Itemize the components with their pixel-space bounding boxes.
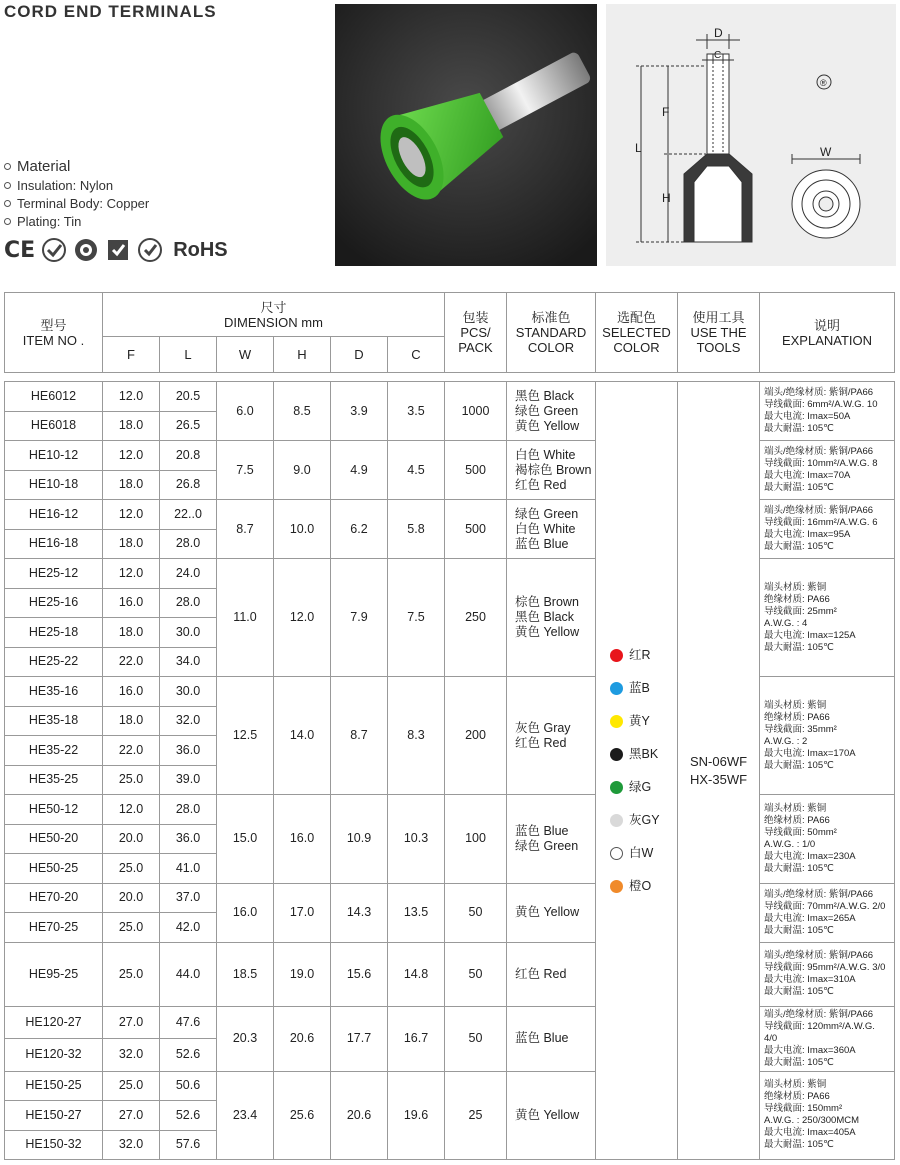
explanation-line: 导线截面: 35mm²	[764, 723, 837, 735]
label-h: H	[662, 191, 671, 205]
dim-h: 9.0	[274, 441, 331, 500]
explanation-line: 最大耐温: 105℃	[764, 862, 834, 874]
item-no: HE50-20	[5, 824, 103, 854]
standard-color: 红色 Red	[515, 477, 567, 492]
standard-color: 黑色 Black	[515, 610, 575, 624]
item-no: HE25-16	[5, 588, 103, 618]
material-list	[4, 156, 149, 230]
dim-pack: 1000	[445, 382, 507, 441]
tool-name: SN-06WF	[689, 753, 748, 769]
dim-l: 44.0	[160, 942, 217, 1006]
dim-f: 18.0	[103, 529, 160, 559]
item-no: HE150-32	[5, 1130, 103, 1160]
dim-f: 12.0	[103, 559, 160, 589]
selected-color-option	[610, 738, 677, 771]
header-dimension: 尺寸 DIMENSION mm	[103, 293, 445, 337]
color-swatch-icon	[610, 649, 623, 662]
item-no: HE16-18	[5, 529, 103, 559]
standard-color: 棕色 Brown	[515, 595, 579, 609]
standard-color: 绿色 Green	[515, 838, 579, 853]
explanation	[760, 795, 895, 884]
explanation-line: 端头材质: 紫铜	[764, 1079, 827, 1091]
standard-color: 灰色 Gray	[515, 720, 571, 735]
item-no: HE150-27	[5, 1101, 103, 1131]
explanation	[760, 441, 895, 500]
header-c: C	[388, 337, 445, 373]
explanation-line: 导线截面: 70mm²/A.W.G. 2/0	[764, 900, 886, 912]
explanation-line: 端头/绝缘材质: 紫铜/PA66	[764, 1008, 874, 1020]
item-no: HE70-20	[5, 883, 103, 913]
item-no: HE35-22	[5, 736, 103, 766]
selected-color-option	[610, 672, 677, 705]
standard-colors	[507, 677, 596, 795]
selected-color-option	[610, 870, 677, 903]
label-f: F	[662, 105, 670, 119]
product-photo	[335, 4, 597, 266]
dim-d: 4.9	[331, 441, 388, 500]
standard-color: 白色 White	[515, 521, 576, 536]
standard-color: 红色 Red	[515, 735, 567, 750]
dim-f: 12.0	[103, 441, 160, 471]
dim-f: 16.0	[103, 677, 160, 707]
selected-color-label: 灰GY	[629, 812, 660, 827]
selected-color-option	[610, 804, 677, 837]
standard-color: 白色 White	[515, 447, 576, 462]
dim-l: 28.0	[160, 529, 217, 559]
table-row	[5, 1006, 895, 1039]
explanation-line: A.W.G. : 2	[764, 735, 808, 747]
explanation	[760, 1006, 895, 1071]
standard-color: 褐棕色 Brown	[515, 462, 592, 477]
dim-h: 12.0	[274, 559, 331, 677]
standard-colors	[507, 441, 596, 500]
standard-colors	[507, 795, 596, 884]
selected-color-label: 蓝B	[629, 680, 650, 695]
dim-l: 22..0	[160, 500, 217, 530]
dim-w: 15.0	[217, 795, 274, 884]
dim-l: 52.6	[160, 1039, 217, 1072]
dim-c: 8.3	[388, 677, 445, 795]
label-c: C	[714, 50, 722, 61]
dim-c: 5.8	[388, 500, 445, 559]
dim-h: 16.0	[274, 795, 331, 884]
explanation-line: 最大耐温: 105℃	[764, 986, 834, 997]
explanation-line: 最大耐温: 105℃	[764, 482, 834, 493]
standard-colors	[507, 382, 596, 441]
header-explanation: 说明 EXPLANATION	[760, 293, 895, 373]
dim-l: 30.0	[160, 618, 217, 648]
standard-color: 黄色 Yellow	[515, 625, 580, 639]
color-swatch-icon	[610, 781, 623, 794]
standard-color: 黑色 Black	[515, 388, 575, 403]
dim-h: 14.0	[274, 677, 331, 795]
item-no: HE25-12	[5, 559, 103, 589]
explanation-line: 导线截面: 50mm²	[764, 826, 837, 838]
explanation-line: 导线截面: 120mm²/A.W.G. 4/0	[764, 1020, 875, 1044]
selected-color-option	[610, 771, 677, 804]
selected-color-label: 黄Y	[629, 713, 650, 728]
explanation-line: 端头材质: 紫铜	[764, 699, 827, 711]
dim-f: 22.0	[103, 736, 160, 766]
dim-c: 13.5	[388, 883, 445, 942]
dim-pack: 25	[445, 1071, 507, 1160]
selected-color-label: 白W	[629, 845, 654, 860]
dim-h: 17.0	[274, 883, 331, 942]
dim-h: 10.0	[274, 500, 331, 559]
explanation-line: 端头/绝缘材质: 紫铜/PA66	[764, 387, 874, 398]
dim-l: 34.0	[160, 647, 217, 677]
dim-l: 20.8	[160, 441, 217, 471]
header-h: H	[274, 337, 331, 373]
dim-l: 26.5	[160, 411, 217, 441]
color-swatch-icon	[610, 748, 623, 761]
item-no: HE50-12	[5, 795, 103, 825]
table-row	[5, 795, 895, 825]
dim-l: 39.0	[160, 765, 217, 795]
dim-h: 19.0	[274, 942, 331, 1006]
explanation	[760, 677, 895, 795]
explanation-line: 绝缘材质: PA66	[764, 814, 830, 826]
explanation-line: 端头/绝缘材质: 紫铜/PA66	[764, 505, 874, 516]
dim-d: 7.9	[331, 559, 388, 677]
selected-color-label: 红R	[629, 647, 651, 662]
item-no: HE150-25	[5, 1071, 103, 1101]
dimension-drawing	[606, 4, 896, 266]
dim-pack: 50	[445, 1006, 507, 1071]
dim-l: 52.6	[160, 1101, 217, 1131]
dim-l: 28.0	[160, 795, 217, 825]
explanation-line: 绝缘材质: PA66	[764, 711, 830, 723]
explanation-line: 最大电流: Imax=405A	[764, 1127, 856, 1139]
item-no: HE50-25	[5, 854, 103, 884]
dim-f: 12.0	[103, 500, 160, 530]
header-w: W	[217, 337, 274, 373]
dim-f: 25.0	[103, 913, 160, 943]
material-item: Insulation: Nylon	[4, 176, 149, 194]
dim-pack: 500	[445, 500, 507, 559]
header-pack: 包装 PCS/ PACK	[445, 293, 507, 373]
color-swatch-icon	[610, 814, 623, 827]
explanation-line: 端头/绝缘材质: 紫铜/PA66	[764, 950, 874, 961]
item-no: HE25-22	[5, 647, 103, 677]
dim-f: 25.0	[103, 942, 160, 1006]
dim-pack: 250	[445, 559, 507, 677]
dim-l: 36.0	[160, 824, 217, 854]
standard-color: 红色 Red	[515, 966, 567, 981]
rohs-mark: RoHS	[173, 238, 228, 261]
table-row	[5, 883, 895, 913]
dim-d: 20.6	[331, 1071, 388, 1160]
dim-c: 14.8	[388, 942, 445, 1006]
explanation-line: 最大耐温: 105℃	[764, 924, 834, 936]
sgs-cert-icon	[137, 237, 163, 263]
explanation-line: 最大耐温: 105℃	[764, 1139, 834, 1151]
explanation	[760, 1071, 895, 1160]
header-tools: 使用工具 USE THE TOOLS	[678, 293, 760, 373]
dim-w: 16.0	[217, 883, 274, 942]
dim-l: 26.8	[160, 470, 217, 500]
explanation-line: 最大电流: Imax=360A	[764, 1044, 856, 1056]
dim-l: 42.0	[160, 913, 217, 943]
material-item: Terminal Body: Copper	[4, 194, 149, 212]
explanation-line: 绝缘材质: PA66	[764, 593, 830, 605]
bullet-icon	[4, 200, 11, 207]
item-no: HE35-16	[5, 677, 103, 707]
dim-c: 3.5	[388, 382, 445, 441]
header-f: F	[103, 337, 160, 373]
tools-cell	[678, 382, 760, 1160]
dim-d: 10.9	[331, 795, 388, 884]
selected-color-label: 橙O	[629, 878, 652, 893]
dim-l: 28.0	[160, 588, 217, 618]
header-selected-color: 选配色 SELECTED COLOR	[596, 293, 678, 373]
table-row	[5, 1071, 895, 1101]
dim-l: 37.0	[160, 883, 217, 913]
explanation-line: 最大耐温: 105℃	[764, 641, 834, 653]
item-no: HE95-25	[5, 942, 103, 1006]
item-no: HE16-12	[5, 500, 103, 530]
tool-name: HX-35WF	[689, 771, 748, 787]
page-title: CORD END TERMINALS	[4, 2, 217, 21]
dim-c: 19.6	[388, 1071, 445, 1160]
dim-pack: 50	[445, 942, 507, 1006]
explanation-line: 端头材质: 紫铜	[764, 581, 827, 593]
ferrule-illustration	[335, 4, 597, 266]
dim-l: 57.6	[160, 1130, 217, 1160]
explanation-line: 最大电流: Imax=50A	[764, 411, 851, 422]
table-gap	[5, 373, 895, 382]
check-cert-icon	[41, 237, 67, 263]
explanation-line: 最大耐温: 105℃	[764, 1056, 834, 1068]
item-no: HE10-18	[5, 470, 103, 500]
table-row	[5, 500, 895, 530]
dim-l: 41.0	[160, 854, 217, 884]
dim-l: 24.0	[160, 559, 217, 589]
certifications	[4, 236, 228, 264]
explanation	[760, 382, 895, 441]
standard-color: 黄色 Yellow	[515, 418, 580, 433]
explanation-line: 最大电流: Imax=265A	[764, 912, 856, 924]
table-row	[5, 942, 895, 1006]
standard-colors	[507, 942, 596, 1006]
item-no: HE120-32	[5, 1039, 103, 1072]
dim-w: 8.7	[217, 500, 274, 559]
dim-f: 20.0	[103, 824, 160, 854]
item-no: HE6012	[5, 382, 103, 412]
standard-color: 蓝色 Blue	[515, 536, 569, 551]
dim-f: 18.0	[103, 470, 160, 500]
label-d: D	[714, 26, 723, 40]
color-swatch-icon	[610, 715, 623, 728]
dim-l: 36.0	[160, 736, 217, 766]
explanation-line: 导线截面: 150mm²	[764, 1103, 843, 1115]
explanation-line: A.W.G. : 250/300MCM	[764, 1115, 860, 1127]
dim-pack: 200	[445, 677, 507, 795]
dim-f: 20.0	[103, 883, 160, 913]
explanation-line: 最大电流: Imax=230A	[764, 850, 856, 862]
explanation-line: 导线截面: 16mm²/A.W.G. 6	[764, 517, 878, 528]
standard-color: 绿色 Green	[515, 506, 579, 521]
item-no: HE120-27	[5, 1006, 103, 1039]
explanation-line: 最大电流: Imax=125A	[764, 629, 856, 641]
spec-table	[4, 292, 895, 1160]
table-row	[5, 382, 895, 412]
table-row	[5, 441, 895, 471]
dim-d: 8.7	[331, 677, 388, 795]
dim-d: 14.3	[331, 883, 388, 942]
dim-c: 7.5	[388, 559, 445, 677]
selected-color-label: 黑BK	[629, 746, 659, 761]
quality-cert-icon	[73, 237, 99, 263]
header-l: L	[160, 337, 217, 373]
dim-f: 12.0	[103, 795, 160, 825]
explanation-line: A.W.G. : 1/0	[764, 838, 816, 850]
standard-color: 绿色 Green	[515, 403, 579, 418]
explanation-line: 最大电流: Imax=70A	[764, 470, 851, 481]
header-item: 型号 ITEM NO .	[5, 293, 103, 373]
explanation	[760, 500, 895, 559]
dim-l: 20.5	[160, 382, 217, 412]
item-no: HE70-25	[5, 913, 103, 943]
dim-f: 18.0	[103, 618, 160, 648]
standard-colors	[507, 1006, 596, 1071]
dim-f: 22.0	[103, 647, 160, 677]
dim-f: 25.0	[103, 1071, 160, 1101]
selected-color-label: 绿G	[629, 779, 652, 794]
dim-f: 25.0	[103, 854, 160, 884]
color-swatch-icon	[610, 880, 623, 893]
dim-w: 6.0	[217, 382, 274, 441]
label-w: W	[820, 145, 832, 159]
selected-color-option	[610, 837, 677, 870]
material-heading: Material	[4, 156, 149, 176]
explanation-line: 最大电流: Imax=95A	[764, 529, 851, 540]
item-no: HE6018	[5, 411, 103, 441]
dim-f: 16.0	[103, 588, 160, 618]
dim-f: 18.0	[103, 411, 160, 441]
dim-l: 30.0	[160, 677, 217, 707]
standard-color: 黄色 Yellow	[515, 905, 580, 919]
dim-w: 20.3	[217, 1006, 274, 1071]
header-standard-color: 标准色 STANDARD COLOR	[507, 293, 596, 373]
material-item: Plating: Tin	[4, 212, 149, 230]
label-l: L	[635, 141, 642, 155]
dim-c: 4.5	[388, 441, 445, 500]
explanation-line: 导线截面: 95mm²/A.W.G. 3/0	[764, 962, 886, 973]
dim-f: 32.0	[103, 1130, 160, 1160]
bullet-icon	[4, 163, 11, 170]
header-d: D	[331, 337, 388, 373]
dim-w: 11.0	[217, 559, 274, 677]
dim-l: 32.0	[160, 706, 217, 736]
explanation-line: 导线截面: 25mm²	[764, 605, 837, 617]
explanation-line: 最大耐温: 105℃	[764, 759, 834, 771]
standard-colors	[507, 559, 596, 677]
standard-color: 蓝色 Blue	[515, 823, 569, 838]
dim-w: 23.4	[217, 1071, 274, 1160]
dim-pack: 50	[445, 883, 507, 942]
dim-l: 47.6	[160, 1006, 217, 1039]
dimension-diagram	[606, 4, 896, 266]
dim-f: 27.0	[103, 1101, 160, 1131]
dim-w: 12.5	[217, 677, 274, 795]
bullet-icon	[4, 182, 11, 189]
dim-l: 50.6	[160, 1071, 217, 1101]
selected-color-option	[610, 639, 677, 672]
explanation	[760, 942, 895, 1006]
explanation-line: 导线截面: 10mm²/A.W.G. 8	[764, 458, 878, 469]
item-no: HE10-12	[5, 441, 103, 471]
dim-d: 3.9	[331, 382, 388, 441]
iso-cert-icon	[105, 237, 131, 263]
dim-d: 15.6	[331, 942, 388, 1006]
dim-pack: 100	[445, 795, 507, 884]
selected-color-option	[610, 705, 677, 738]
dim-c: 16.7	[388, 1006, 445, 1071]
explanation-line: 导线截面: 6mm²/A.W.G. 10	[764, 399, 878, 410]
dim-d: 17.7	[331, 1006, 388, 1071]
explanation-line: 端头/绝缘材质: 紫铜/PA66	[764, 888, 874, 900]
explanation-line: 最大耐温: 105℃	[764, 423, 834, 434]
explanation-line: 最大电流: Imax=310A	[764, 974, 856, 985]
standard-colors	[507, 883, 596, 942]
registered-mark: ®	[820, 78, 827, 88]
explanation	[760, 883, 895, 942]
dim-w: 18.5	[217, 942, 274, 1006]
standard-colors	[507, 1071, 596, 1160]
color-swatch-icon	[610, 847, 623, 860]
explanation-line: 绝缘材质: PA66	[764, 1091, 830, 1103]
dim-w: 7.5	[217, 441, 274, 500]
dim-h: 20.6	[274, 1006, 331, 1071]
selected-colors	[596, 382, 678, 1160]
dim-f: 25.0	[103, 765, 160, 795]
explanation	[760, 559, 895, 677]
explanation-line: 端头/绝缘材质: 紫铜/PA66	[764, 446, 874, 457]
explanation-line: 端头材质: 紫铜	[764, 802, 827, 814]
dim-d: 6.2	[331, 500, 388, 559]
explanation-line: 最大耐温: 105℃	[764, 541, 834, 552]
item-no: HE35-25	[5, 765, 103, 795]
explanation-line: A.W.G. : 4	[764, 617, 808, 629]
dim-f: 27.0	[103, 1006, 160, 1039]
standard-color: 黄色 Yellow	[515, 1107, 580, 1122]
dim-h: 25.6	[274, 1071, 331, 1160]
dim-f: 12.0	[103, 382, 160, 412]
color-swatch-icon	[610, 682, 623, 695]
dim-h: 8.5	[274, 382, 331, 441]
dim-f: 32.0	[103, 1039, 160, 1072]
explanation-line: 最大电流: Imax=170A	[764, 747, 856, 759]
dim-pack: 500	[445, 441, 507, 500]
bullet-icon	[4, 218, 11, 225]
standard-colors	[507, 500, 596, 559]
dim-f: 18.0	[103, 706, 160, 736]
table-row	[5, 677, 895, 707]
dim-c: 10.3	[388, 795, 445, 884]
table-row	[5, 559, 895, 589]
standard-color: 蓝色 Blue	[515, 1031, 569, 1045]
item-no: HE25-18	[5, 618, 103, 648]
ce-mark-icon: CE	[4, 237, 36, 263]
item-no: HE35-18	[5, 706, 103, 736]
